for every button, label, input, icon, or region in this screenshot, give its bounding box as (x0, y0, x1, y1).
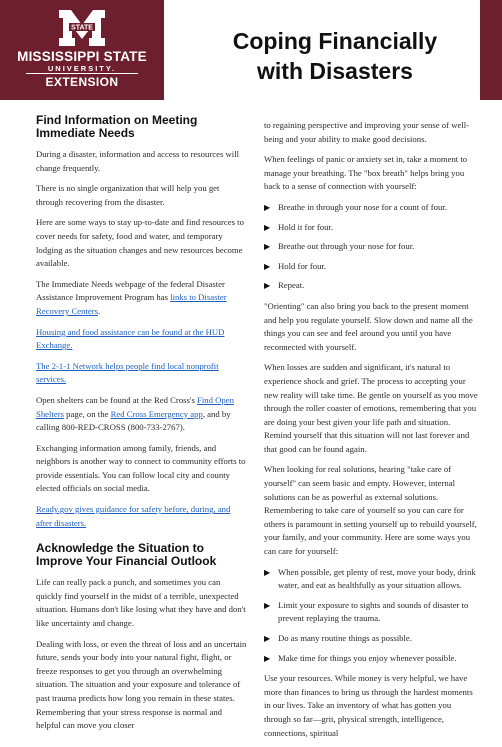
link-ready-gov[interactable]: Ready.gov gives guidance for safety before, during, and after disasters. (36, 504, 231, 528)
bullet-triangle-icon: ▶ (264, 653, 271, 663)
bullet-triangle-icon: ▶ (264, 600, 271, 610)
paragraph: to regaining perspective and improving your sense of well-being and your ability to make good decisions. (264, 120, 470, 144)
logo-name: MISSISSIPPI STATE (17, 49, 147, 64)
paragraph: Exchanging information among family, friends, and neighbors is another way to connect to community efforts to provide essentials. You can follow local city and county elected officials on social media. (36, 442, 246, 494)
section-heading-immediate-needs: Find Information on Meeting Immediate Needs (36, 113, 198, 140)
list-item (264, 240, 478, 254)
page-title (190, 26, 480, 86)
list-item (264, 279, 478, 293)
list-item (264, 566, 478, 593)
paragraph-hud (36, 326, 248, 353)
paragraph: Life can really pack a punch, and sometimes you can quickly find yourself in the midst of a terrible, unexpected situation. Humans don't like losing what they have and don't like uncertainty and change. (36, 577, 246, 629)
paragraph: During a disaster, information and access to resources will change frequently. (36, 149, 240, 173)
box-breath-list (264, 201, 478, 293)
corner-accent (480, 0, 502, 100)
bullet-triangle-icon: ▶ (264, 261, 271, 271)
logo-university: UNIVERSITY. (47, 64, 117, 73)
list-item-text: When possible, get plenty of rest, move your body, drink water, and eat as healthfully as your situation allows. (278, 566, 476, 591)
paragraph: Dealing with loss, or even the threat of loss and an uncertain future, sends your body into your natural fight, flight, or freeze responses to get you through an overwhelming situation. The situation and your exposure and tolerance of past trauma predicts how long you remain in these states. Remembering that your stress response is normal and helpful can move you closer (36, 638, 247, 731)
logo-divider (26, 73, 138, 74)
list-item-text: Limit your exposure to sights and sounds of disaster to prevent replaying the trauma. (278, 599, 469, 624)
text: , and by calling 800-RED-CROSS (800-733-2767). (36, 408, 231, 433)
paragraph: Here are some ways to stay up-to-date and find resources to cover needs for safety, food and water, and temporary lodging as the situation changes and new resources become available. (36, 217, 244, 269)
svg-text:STATE: STATE (71, 24, 93, 32)
list-item (264, 652, 478, 666)
text: page, on the (64, 408, 111, 419)
paragraph-211 (36, 360, 248, 387)
list-item (264, 201, 478, 215)
paragraph-ready-gov (36, 503, 248, 530)
header (0, 0, 502, 100)
bullet-triangle-icon: ▶ (264, 242, 271, 252)
list-item-text: Hold for four. (278, 260, 327, 271)
list-item (264, 221, 478, 235)
list-item-text: Hold it for four. (278, 221, 334, 232)
title-line-2: with Disasters (257, 58, 413, 84)
paragraph-dap (36, 278, 248, 319)
paragraph: Use your resources. While money is very helpful, we have more than finances to bring us through the hardest moments in our lives. Take an inventory of what has gotten you through so far—grit, physical strength, intelligence, connections, spiritual (264, 673, 473, 738)
msu-extension-logo[interactable] (0, 0, 164, 100)
paragraph: "Orienting" can also bring you back to the present moment and help you regulate yourself. Slow down and name all the things you can see and feel around you until you have reconnected with yourself. (264, 300, 473, 352)
paragraph: When feelings of panic or anxiety set in, take a moment to manage your breathing. The "box breath" helps bring you back to a sense of connection with yourself: (264, 154, 468, 192)
bullet-triangle-icon: ▶ (264, 567, 271, 577)
self-care-list (264, 566, 478, 666)
text: . (98, 305, 101, 316)
text: The Immediate Needs webpage of the federal Disaster Assistance Improvement Program has (36, 278, 225, 303)
title-line-1: Coping Financially (232, 28, 438, 54)
bullet-triangle-icon: ▶ (264, 281, 271, 291)
paragraph-shelters (36, 394, 248, 435)
list-item (264, 599, 478, 626)
bullet-triangle-icon: ▶ (264, 634, 271, 643)
logo-extension: EXTENSION (45, 75, 119, 89)
right-column (264, 119, 478, 747)
list-item-text: Breathe out through your nose for four. (278, 241, 415, 252)
bullet-triangle-icon: ▶ (264, 222, 271, 232)
link-hud-exchange[interactable]: Housing and food assistance can be found at the HUD Exchange. (36, 326, 225, 351)
link-red-cross-app[interactable]: Red Cross Emergency app (110, 408, 203, 419)
text: Open shelters can be found at the Red Cross's (36, 394, 198, 405)
bullet-triangle-icon: ▶ (264, 202, 271, 212)
link-disaster-recovery-centers[interactable]: links to Disaster Recovery Centers (36, 292, 227, 316)
m-state-logo-icon (56, 7, 108, 49)
list-item-text: Breathe in through your nose for a count of four. (278, 201, 447, 212)
list-item-text: Make time for things you enjoy whenever possible. (278, 652, 457, 663)
list-item-text: Do as many routine things as possible. (278, 633, 412, 643)
paragraph: There is no single organization that will help you get through recovering from the disaster. (36, 183, 220, 207)
list-item-text: Repeat. (278, 280, 305, 291)
link-find-open-shelters[interactable]: Find Open Shelters (36, 394, 234, 419)
paragraph: When looking for real solutions, hearing "take care of yourself" can seem basic and empty. However, internal solutions can be as powerful as external solutions. Remembering to take care of yourself so you can care for others is paramount in setting yourself up to rebuild yourself, your family, and your community. Here are some ways you can care for yourself: (264, 464, 477, 557)
left-column (36, 114, 248, 740)
section-heading-acknowledge: Acknowledge the Situation to Improve Your Financial Outlook (36, 541, 217, 569)
list-item (264, 632, 478, 646)
paragraph: When losses are sudden and significant, it's natural to experience shock and grief. The process to accepting your new reality will take time. Be gentle on yourself as you move through the roller coaster of emotions, remembering that you are doing your best given your life path and situation. Remind yourself that this situation will not last forever and that good can be found again. (264, 362, 478, 454)
link-211-network[interactable]: The 2-1-1 Network helps people find local nonprofit services. (36, 360, 219, 385)
list-item (264, 260, 478, 274)
